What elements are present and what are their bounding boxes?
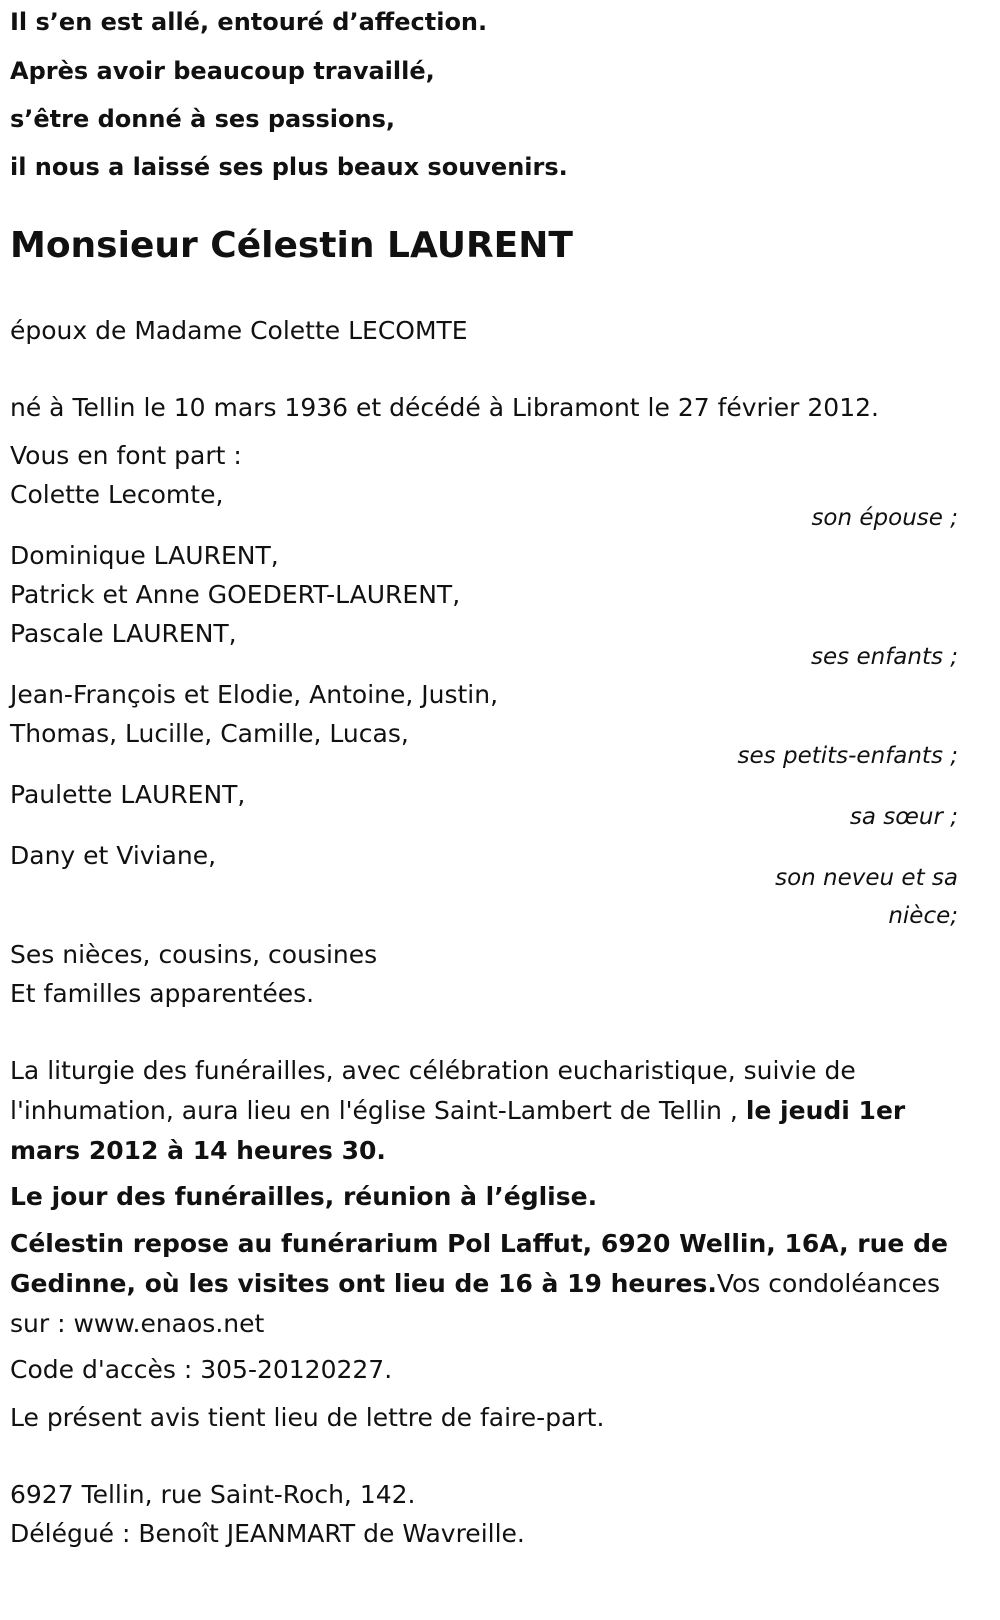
ceremony-date: le jeudi 1er mars 2012 à 14 heures 30. — [10, 1096, 906, 1165]
extended-family: Ses nièces, cousins, cousines — [10, 940, 378, 969]
poem-line: Il s’en est allé, entouré d’affection. — [10, 8, 488, 36]
deceased-name: Monsieur Célestin LAURENT — [10, 225, 573, 266]
family-name: Pascale LAURENT, — [10, 619, 237, 648]
delegate-line: Délégué : Benoît JEANMART de Wavreille. — [10, 1519, 525, 1548]
ceremony-paragraph — [10, 1051, 970, 1171]
family-name: Thomas, Lucille, Camille, Lucas, — [10, 719, 409, 748]
poem-line: Après avoir beaucoup travaillé, — [10, 57, 435, 85]
family-relation: ses petits-enfants ; — [737, 743, 958, 769]
rest-paragraph — [10, 1224, 970, 1344]
ceremony-text: La liturgie des funérailles, avec célébration eucharistique, suivie de l'inhumation, aura lieu en l'église Saint-Lambert de Tellin , — [10, 1056, 856, 1125]
poem-line: s’être donné à ses passions, — [10, 105, 395, 133]
funeral-home-info: Célestin repose au funérarium Pol Laffut, 6920 Wellin, 16A, rue de Gedinne, où les visites ont lieu de 16 à 19 heures. — [10, 1229, 948, 1298]
family-intro: Vous en font part : — [10, 441, 242, 470]
family-relation: sa sœur ; — [849, 804, 958, 830]
family-name: Patrick et Anne GOEDERT-LAURENT, — [10, 580, 461, 609]
notice-line: Le présent avis tient lieu de lettre de faire-part. — [10, 1403, 605, 1432]
birth-death-line: né à Tellin le 10 mars 1936 et décédé à Libramont le 27 février 2012. — [10, 393, 879, 422]
family-name: Paulette LAURENT, — [10, 780, 246, 809]
spouse-line: époux de Madame Colette LECOMTE — [10, 316, 468, 345]
access-code: Code d'accès : 305-20120227. — [10, 1355, 393, 1384]
family-name: Dany et Viviane, — [10, 841, 217, 870]
family-relation: son neveu et sa — [775, 865, 958, 891]
family-name: Colette Lecomte, — [10, 480, 224, 509]
family-name: Jean-François et Elodie, Antoine, Justin, — [10, 680, 499, 709]
family-relation: son épouse ; — [811, 505, 958, 531]
condolences-link[interactable]: Vos condoléances sur : www.enaos.net — [10, 1269, 940, 1338]
meeting-line: Le jour des funérailles, réunion à l’église. — [10, 1182, 598, 1211]
family-relation: ses enfants ; — [811, 644, 958, 670]
family-name: Dominique LAURENT, — [10, 541, 279, 570]
extended-family: Et familles apparentées. — [10, 979, 315, 1008]
address-line: 6927 Tellin, rue Saint-Roch, 142. — [10, 1480, 416, 1509]
family-relation: nièce; — [888, 903, 958, 929]
poem-line: il nous a laissé ses plus beaux souvenirs. — [10, 153, 568, 181]
